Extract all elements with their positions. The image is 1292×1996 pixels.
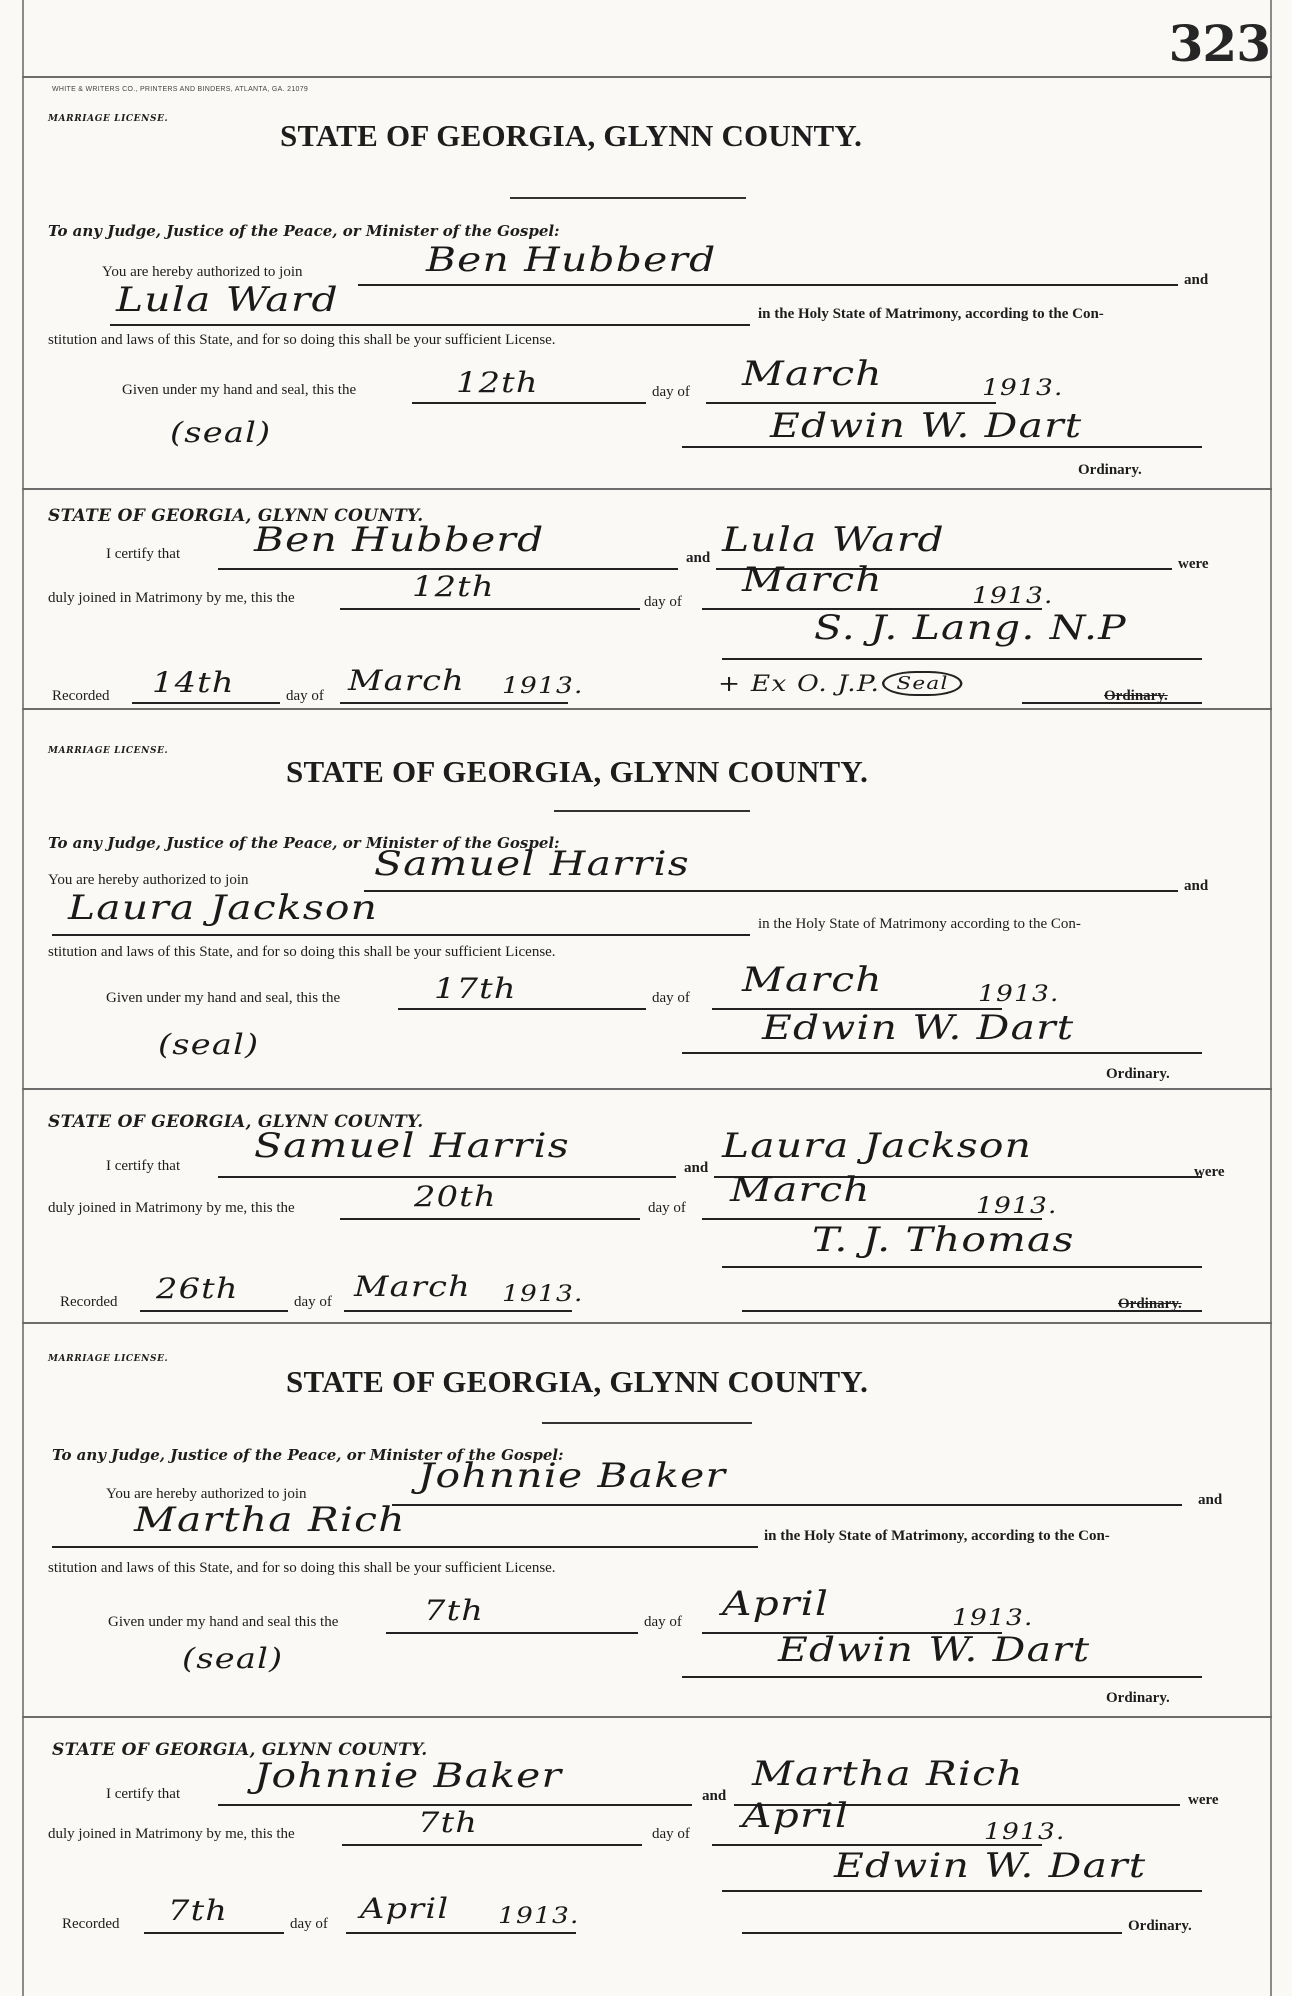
ordinary-label: Ordinary. bbox=[1106, 1066, 1170, 1082]
recorded-day: 26th bbox=[156, 1272, 239, 1305]
license-year: 1913. bbox=[978, 982, 1060, 1007]
officiant-line bbox=[722, 1266, 1202, 1268]
day-of-text: day of bbox=[644, 1614, 682, 1630]
holy-state-text: in the Holy State of Matrimony, according to the Con- bbox=[758, 306, 1104, 322]
groom-fill-line bbox=[364, 890, 1178, 892]
recorded-text: Recorded bbox=[52, 688, 110, 704]
cert-ordinary-label: Ordinary. bbox=[1104, 688, 1168, 704]
cert-bride: Martha Rich bbox=[752, 1754, 1024, 1794]
cert-day: 12th bbox=[412, 570, 495, 603]
bride-fill-line bbox=[52, 1546, 758, 1548]
cert-and-text: and bbox=[702, 1788, 727, 1804]
license-day: 12th bbox=[456, 366, 539, 399]
ordinary-signature-line bbox=[682, 1052, 1202, 1054]
license-year: 1913. bbox=[982, 376, 1064, 401]
recorded-day-fill bbox=[132, 702, 280, 704]
recorded-year: 1913. bbox=[502, 674, 584, 699]
ordinary-label: Ordinary. bbox=[1106, 1690, 1170, 1706]
bride-fill-line bbox=[52, 934, 750, 936]
recorded-day: 7th bbox=[168, 1894, 229, 1927]
officiant-seal bbox=[882, 670, 963, 696]
seal-mark: (seal) bbox=[182, 1642, 284, 1675]
recorded-month: April bbox=[360, 1892, 450, 1925]
given-text: Given under my hand and seal, this the bbox=[106, 990, 341, 1006]
certify-text: I certify that bbox=[106, 1786, 181, 1802]
cert-day-of-text: day of bbox=[652, 1826, 690, 1842]
heading-underline bbox=[510, 197, 746, 199]
page-number: 323 bbox=[1168, 14, 1270, 73]
recorded-text: Recorded bbox=[60, 1294, 118, 1310]
constitution-text: stitution and laws of this State, and for so doing this shall be your sufficient License. bbox=[48, 332, 556, 348]
cert-heading: STATE OF GEORGIA, GLYNN COUNTY. bbox=[52, 1740, 428, 1760]
duly-text: duly joined in Matrimony by me, this the bbox=[48, 590, 295, 606]
recorded-day: 14th bbox=[152, 666, 235, 699]
recorded-month: March bbox=[348, 664, 465, 697]
cert-and-text: and bbox=[684, 1160, 709, 1176]
cert-bride: Lula Ward bbox=[722, 520, 945, 560]
cert-day: 20th bbox=[414, 1180, 497, 1213]
address-line: To any Judge, Justice of the Peace, or Minister of the Gospel: bbox=[48, 222, 560, 240]
recorded-day-of-text: day of bbox=[290, 1916, 328, 1932]
officiant-line bbox=[722, 1890, 1202, 1892]
printer-imprint: WHITE & WRITERS CO., PRINTERS AND BINDERS, ATLANTA, GA. 21079 bbox=[52, 86, 309, 93]
cert-day-fill bbox=[340, 1218, 640, 1220]
officiant-line bbox=[722, 658, 1202, 660]
address-line: To any Judge, Justice of the Peace, or Minister of the Gospel: bbox=[52, 1446, 564, 1464]
certify-text: I certify that bbox=[106, 546, 181, 562]
cert-day-fill bbox=[340, 608, 640, 610]
license-month: March bbox=[742, 354, 883, 394]
license-day-fill bbox=[412, 402, 646, 404]
cert-heading: STATE OF GEORGIA, GLYNN COUNTY. bbox=[48, 1112, 424, 1132]
duly-text: duly joined in Matrimony by me, this the bbox=[48, 1200, 295, 1216]
license-day: 7th bbox=[424, 1594, 485, 1627]
given-text: Given under my hand and seal, this the bbox=[122, 382, 357, 398]
groom-name: Ben Hubberd bbox=[426, 240, 717, 280]
recorded-year: 1913. bbox=[498, 1904, 580, 1929]
authorized-text: You are hereby authorized to join bbox=[48, 872, 249, 888]
cert-year: 1913. bbox=[976, 1194, 1058, 1219]
heading-underline bbox=[554, 810, 750, 812]
seal-mark: (seal) bbox=[170, 416, 272, 449]
cert-groom-fill bbox=[218, 1176, 676, 1178]
constitution-text: stitution and laws of this State, and for so doing this shall be your sufficient License. bbox=[48, 1560, 556, 1576]
top-rule bbox=[22, 76, 1272, 78]
ordinary-signature: Edwin W. Dart bbox=[778, 1630, 1091, 1670]
holy-state-text: in the Holy State of Matrimony, according to the Con- bbox=[764, 1528, 1110, 1544]
recorded-day-fill bbox=[140, 1310, 288, 1312]
recorded-month: March bbox=[354, 1270, 471, 1303]
were-text: were bbox=[1194, 1164, 1225, 1180]
officiant-signature: S. J. Lang. N.P bbox=[814, 608, 1127, 648]
section-divider bbox=[22, 1088, 1272, 1090]
cert-ordinary-label: Ordinary. bbox=[1118, 1296, 1182, 1312]
cert-ordinary-label: Ordinary. bbox=[1128, 1918, 1192, 1934]
license-day-fill bbox=[386, 1632, 638, 1634]
officiant-seal-label: Seal bbox=[882, 671, 963, 696]
license-heading: STATE OF GEORGIA, GLYNN COUNTY. bbox=[286, 754, 869, 789]
bride-name: Martha Rich bbox=[134, 1500, 406, 1540]
ordinary-signature-line bbox=[682, 1676, 1202, 1678]
recorded-month-fill bbox=[346, 1932, 576, 1934]
bride-name: Laura Jackson bbox=[68, 888, 379, 928]
groom-name: Samuel Harris bbox=[374, 844, 690, 884]
cert-month: April bbox=[742, 1796, 850, 1836]
recorded-year: 1913. bbox=[502, 1282, 584, 1307]
license-heading: STATE OF GEORGIA, GLYNN COUNTY. bbox=[286, 1364, 869, 1399]
license-label: MARRIAGE LICENSE. bbox=[48, 746, 169, 756]
authorized-text: You are hereby authorized to join bbox=[106, 1486, 307, 1502]
recorded-month-fill bbox=[344, 1310, 572, 1312]
cert-year: 1913. bbox=[984, 1820, 1066, 1845]
officiant-signature: Edwin W. Dart bbox=[834, 1846, 1147, 1886]
constitution-text: stitution and laws of this State, and for so doing this shall be your sufficient License. bbox=[48, 944, 556, 960]
cert-month: March bbox=[742, 560, 883, 600]
bride-name: Lula Ward bbox=[116, 280, 339, 320]
were-text: were bbox=[1178, 556, 1209, 572]
and-text: and bbox=[1198, 1492, 1223, 1508]
certify-text: I certify that bbox=[106, 1158, 181, 1174]
holy-state-text: in the Holy State of Matrimony according to the Con- bbox=[758, 916, 1081, 932]
cert-groom: Ben Hubberd bbox=[254, 520, 545, 560]
license-day-fill bbox=[398, 1008, 646, 1010]
seal-mark: (seal) bbox=[158, 1028, 260, 1061]
cert-heading: STATE OF GEORGIA, GLYNN COUNTY. bbox=[48, 506, 424, 526]
ordinary-signature: Edwin W. Dart bbox=[770, 406, 1083, 446]
recorded-day-of-text: day of bbox=[286, 688, 324, 704]
cert-day-fill bbox=[342, 1844, 642, 1846]
section-divider bbox=[22, 488, 1272, 490]
recorded-text: Recorded bbox=[62, 1916, 120, 1932]
ordinary-signature: Edwin W. Dart bbox=[762, 1008, 1075, 1048]
officiant-signature: T. J. Thomas bbox=[812, 1220, 1075, 1260]
license-month: March bbox=[742, 960, 883, 1000]
record-ben-hubberd-lula-ward bbox=[22, 100, 1272, 710]
license-month-fill bbox=[706, 402, 996, 404]
license-heading: STATE OF GEORGIA, GLYNN COUNTY. bbox=[280, 118, 863, 153]
cert-day-of-text: day of bbox=[648, 1200, 686, 1216]
day-of-text: day of bbox=[652, 990, 690, 1006]
license-label: MARRIAGE LICENSE. bbox=[48, 114, 169, 124]
record-divider bbox=[22, 708, 1272, 710]
heading-underline bbox=[542, 1422, 752, 1424]
cert-groom: Johnnie Baker bbox=[254, 1756, 563, 1796]
cert-year: 1913. bbox=[972, 584, 1054, 609]
license-month: April bbox=[722, 1584, 830, 1624]
duly-text: duly joined in Matrimony by me, this the bbox=[48, 1826, 295, 1842]
license-label: MARRIAGE LICENSE. bbox=[48, 1354, 169, 1364]
record-johnnie-baker-martha-rich bbox=[22, 1326, 1272, 1986]
given-text: Given under my hand and seal this the bbox=[108, 1614, 339, 1630]
bride-fill-line bbox=[110, 324, 750, 326]
day-of-text: day of bbox=[652, 384, 690, 400]
were-text: were bbox=[1188, 1792, 1219, 1808]
and-text: and bbox=[1184, 878, 1209, 894]
address-line: To any Judge, Justice of the Peace, or Minister of the Gospel: bbox=[48, 834, 560, 852]
ordinary-signature-line bbox=[682, 446, 1202, 448]
recorded-month-fill bbox=[340, 702, 568, 704]
groom-name: Johnnie Baker bbox=[418, 1456, 727, 1496]
cert-day: 7th bbox=[418, 1806, 479, 1839]
recorded-day-fill bbox=[144, 1932, 284, 1934]
recorded-day-of-text: day of bbox=[294, 1294, 332, 1310]
cert-and-text: and bbox=[686, 550, 711, 566]
officiant-extra: + Ex O. J.P. bbox=[718, 672, 881, 697]
groom-fill-line bbox=[358, 284, 1178, 286]
ordinary-label: Ordinary. bbox=[1078, 462, 1142, 478]
cert-day-of-text: day of bbox=[644, 594, 682, 610]
record-divider bbox=[22, 1322, 1272, 1324]
cert-ordinary-line bbox=[742, 1932, 1122, 1934]
cert-month: March bbox=[730, 1170, 871, 1210]
license-year: 1913. bbox=[952, 1606, 1034, 1631]
authorized-text: You are hereby authorized to join bbox=[102, 264, 303, 280]
license-day: 17th bbox=[434, 972, 517, 1005]
record-samuel-harris-laura-jackson bbox=[22, 712, 1272, 1322]
cert-groom: Samuel Harris bbox=[254, 1126, 570, 1166]
groom-fill-line bbox=[392, 1504, 1182, 1506]
section-divider bbox=[22, 1716, 1272, 1718]
cert-bride: Laura Jackson bbox=[722, 1126, 1033, 1166]
and-text: and bbox=[1184, 272, 1209, 288]
